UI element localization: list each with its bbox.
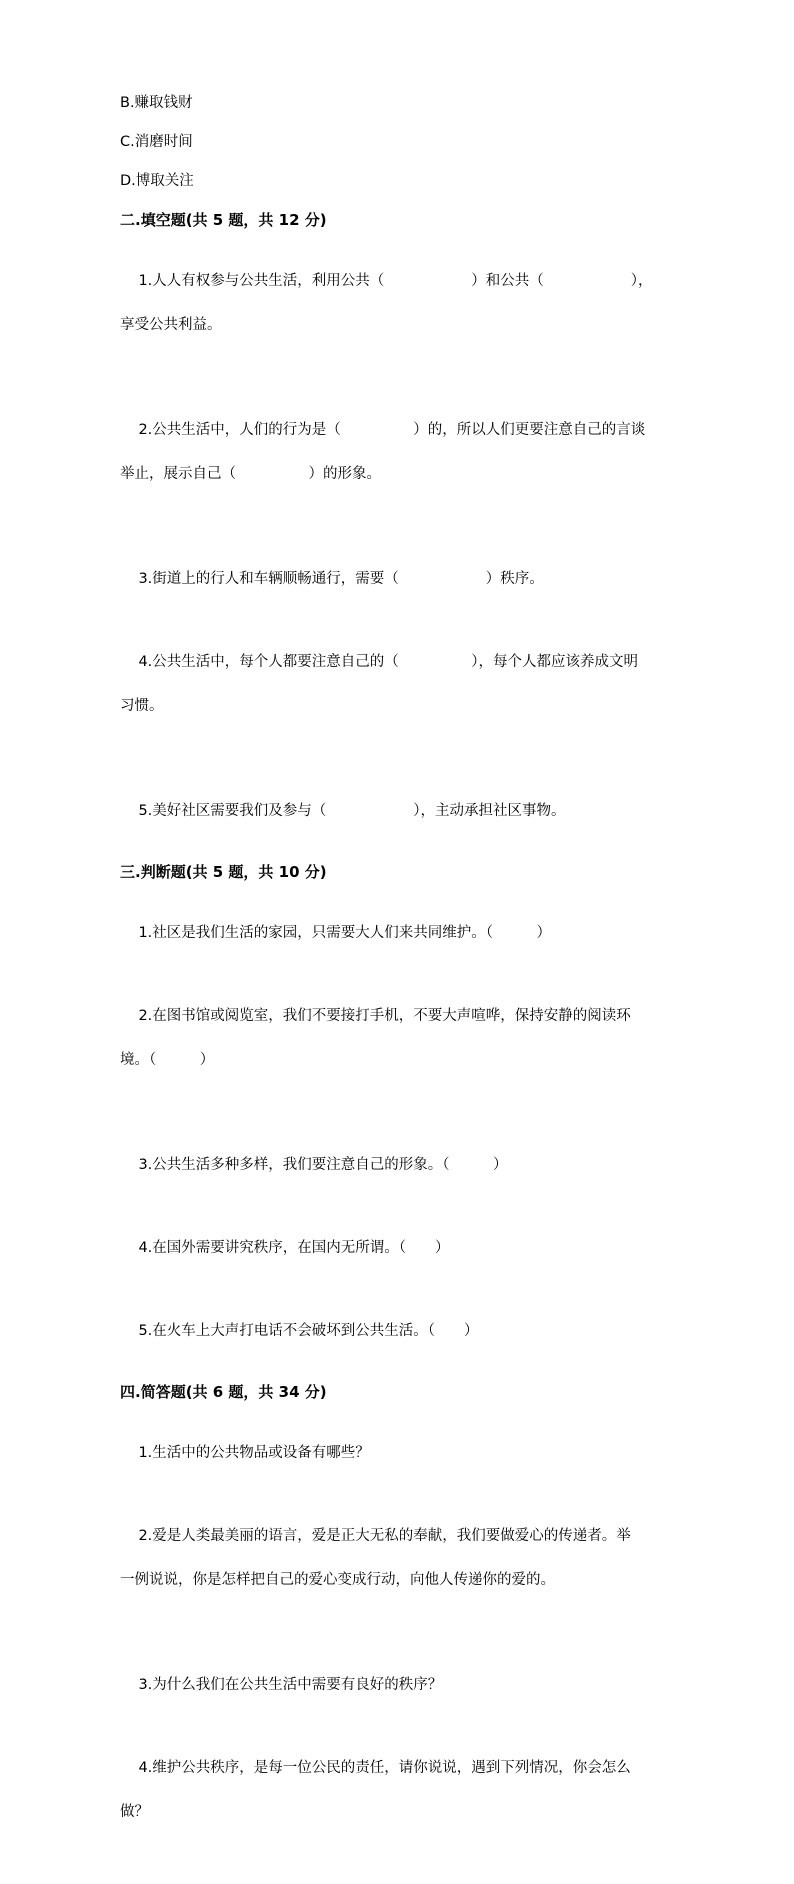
option-d: D.博取关注 bbox=[120, 173, 194, 189]
question-line-1: 5.在火车上大声打电话不会破坏到公共生活。（ ） bbox=[138, 1323, 479, 1339]
fill-question-3 bbox=[120, 546, 680, 612]
question-line-1: 2.在图书馆或阅览室，我们不要接打手机，不要大声喧哗，保持安静的阅读环 bbox=[138, 1008, 631, 1024]
question-line-1: 3.公共生活多种多样，我们要注意自己的形象。（ ） bbox=[138, 1157, 508, 1173]
section-true-false-title: 三.判断题(共 5 题，共 10 分) bbox=[120, 863, 327, 881]
judge-question-5 bbox=[120, 1298, 680, 1364]
question-line-2: 做？ bbox=[120, 1804, 149, 1820]
question-line-2: 境。（ ） bbox=[120, 1052, 215, 1068]
question-line-2: 一例说说，你是怎样把自己的爱心变成行动，向他人传递你的爱的。 bbox=[120, 1572, 555, 1588]
judge-question-4 bbox=[120, 1215, 680, 1281]
section-fill-blank-title: 二.填空题(共 5 题，共 12 分) bbox=[120, 211, 327, 229]
short-question-1 bbox=[120, 1420, 680, 1486]
section-short-answer-title: 四.简答题(共 6 题，共 34 分) bbox=[120, 1383, 327, 1401]
question-line-1: 2.爱是人类最美丽的语言，爱是正大无私的奉献，我们要做爱心的传递者。举 bbox=[138, 1528, 631, 1544]
question-line-1: 2.公共生活中，人们的行为是（ ）的，所以人们更要注意自己的言谈 bbox=[138, 422, 646, 438]
judge-question-1 bbox=[120, 900, 680, 966]
question-line-1: 4.维护公共秩序，是每一位公民的责任，请你说说，遇到下列情况，你会怎么 bbox=[138, 1760, 631, 1776]
short-question-3 bbox=[120, 1652, 680, 1718]
option-c: C.消磨时间 bbox=[120, 134, 193, 150]
question-line-1: 1.社区是我们生活的家园，只需要大人们来共同维护。（ ） bbox=[138, 925, 552, 941]
fill-question-4 bbox=[120, 629, 680, 761]
question-line-1: 3.为什么我们在公共生活中需要有良好的秩序？ bbox=[138, 1677, 443, 1693]
fill-question-2 bbox=[120, 397, 680, 529]
question-line-1: 5.美好社区需要我们及参与（ ），主动承担社区事物。 bbox=[138, 803, 566, 819]
question-line-1: 4.在国外需要讲究秩序，在国内无所谓。（ ） bbox=[138, 1240, 450, 1256]
fill-question-1 bbox=[120, 248, 680, 380]
question-line-1: 3.街道上的行人和车辆顺畅通行，需要（ ）秩序。 bbox=[138, 571, 544, 587]
question-line-2: 享受公共利益。 bbox=[120, 317, 222, 333]
question-line-1: 1.生活中的公共物品或设备有哪些？ bbox=[138, 1445, 370, 1461]
judge-question-2 bbox=[120, 983, 680, 1115]
fill-question-5 bbox=[120, 778, 680, 844]
question-line-2: 举止，展示自己（ ）的形象。 bbox=[120, 466, 381, 482]
question-line-1: 1.人人有权参与公共生活，利用公共（ ）和公共（ ）， bbox=[138, 273, 653, 289]
short-question-4 bbox=[120, 1735, 680, 1867]
judge-question-3 bbox=[120, 1132, 680, 1198]
short-question-2 bbox=[120, 1503, 680, 1635]
question-line-1: 4.公共生活中，每个人都要注意自己的（ ），每个人都应该养成文明 bbox=[138, 654, 639, 670]
exam-page bbox=[120, 92, 680, 1884]
option-b: B.赚取钱财 bbox=[120, 95, 193, 111]
question-line-2: 习惯。 bbox=[120, 698, 164, 714]
